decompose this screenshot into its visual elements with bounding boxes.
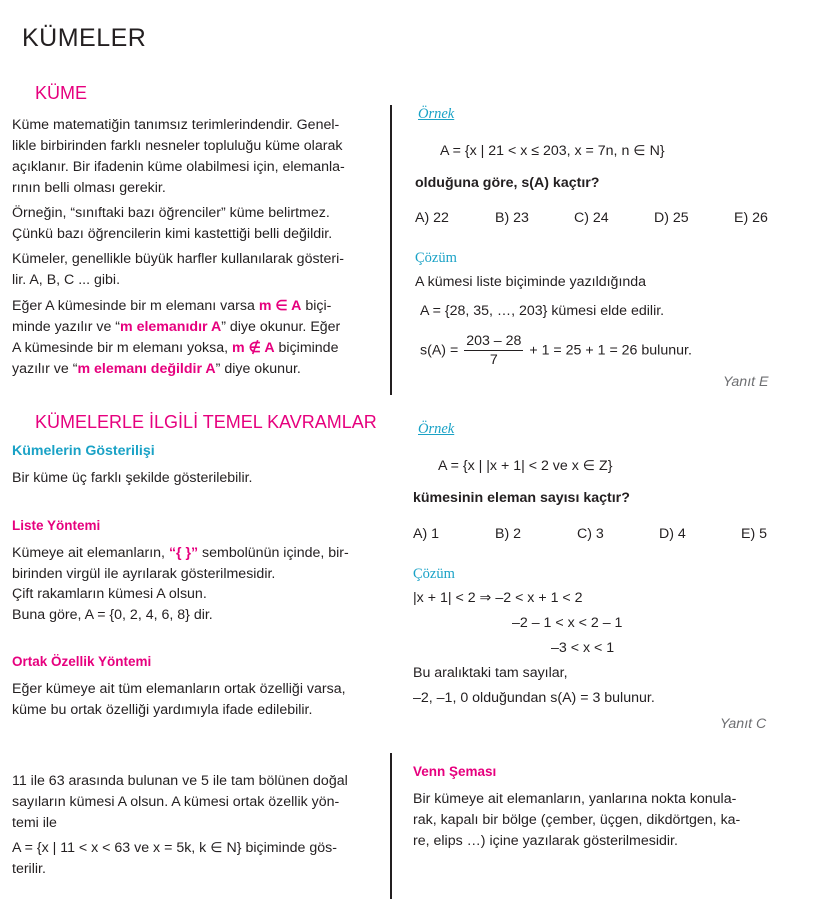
section-heading-kume: KÜME — [35, 83, 88, 103]
text-line: Kümeler, genellikle büyük harfler kullanılarak gösteri- — [12, 251, 344, 267]
element-of-symbol: m ∈ A — [258, 298, 302, 314]
text-line: Buna göre, A = {0, 2, 4, 6, 8} dir. — [12, 606, 213, 623]
text-line: Eğer A kümesinde bir m elemanı varsa m ∈ A biçi- — [12, 298, 332, 314]
answer-choices — [0, 208, 831, 228]
choice-c[interactable]: C) 3 — [577, 526, 604, 542]
text-line: re, elips …) içine yazılarak gösterilmesidir. — [413, 833, 678, 849]
choice-c[interactable]: C) 24 — [574, 210, 609, 226]
emphasis-text: m elemanıdır A — [120, 319, 222, 335]
fraction-denominator: 7 — [489, 352, 498, 368]
common-property-paragraph — [12, 679, 346, 721]
text-line: terilir. — [12, 861, 46, 877]
emphasis-text: m elemanı değildir A — [77, 361, 216, 377]
list-method-paragraph — [12, 543, 349, 625]
text-line: A kümesinde bir m elemanı yoksa, m ∉ A biçiminde — [12, 340, 339, 356]
answer-choices — [0, 524, 831, 544]
text-line: lir. A, B, C ... gibi. — [12, 272, 121, 288]
text-line: Eğer kümeye ait tüm elemanların ortak özelliği varsa, — [12, 681, 346, 697]
subheading-liste: Liste Yöntemi — [12, 518, 101, 533]
text-line: Kümeye ait elemanların, “{ }” sembolünün içinde, bir- — [12, 545, 349, 561]
solution-label: Çözüm — [415, 250, 457, 266]
subheading-venn: Venn Şeması — [413, 764, 497, 779]
example-set-definition: A = {x | |x + 1| < 2 ve x ∈ Z} — [438, 458, 613, 474]
text-line: Bir kümeye ait elemanların, yanlarına nokta konula- — [413, 791, 737, 807]
choice-d[interactable]: D) 4 — [659, 526, 686, 542]
text-line: Küme matematiğin tanımsız terimlerindendir. Genel- — [12, 117, 340, 133]
text-line: rak, kapalı bir bölge (çember, üçgen, dikdörtgen, ka- — [413, 812, 741, 828]
page-title: KÜMELER — [22, 24, 147, 52]
text-line: küme bu ortak özelliği yardımıyla ifade edilebilir. — [12, 702, 313, 718]
choice-e[interactable]: E) 5 — [741, 526, 768, 542]
answer-label: Yanıt C — [720, 716, 767, 732]
text-line: sayıların kümesi A olsun. A kümesi ortak özellik yön- — [12, 794, 340, 810]
venn-paragraph — [413, 789, 740, 852]
text-line: minde yazılır ve “m elemanıdır A” diye okunur. Eğer — [12, 319, 341, 335]
display-text: Bir küme üç farklı şekilde gösterilebilir. — [12, 470, 253, 486]
column-divider-top — [390, 105, 392, 395]
text-line: açıklanır. Bir ifadenin küme olabilmesi için, elemanla- — [12, 159, 345, 175]
text-line: likle birbirinden farklı nesneler topluluğu küme olarak — [12, 138, 343, 154]
fraction-numerator: 203 – 28 — [466, 333, 522, 349]
column-divider-bottom — [390, 753, 392, 899]
solution-line: –3 < x < 1 — [551, 640, 615, 656]
not-element-of-symbol: m ∉ A — [232, 340, 275, 356]
example-question: olduğuna göre, s(A) kaçtır? — [415, 175, 600, 191]
solution-line: Bu aralıktaki tam sayılar, — [413, 665, 568, 681]
solution-line: A = {28, 35, …, 203} kümesi elde edilir. — [420, 303, 665, 319]
text-line: A = {x | 11 < x < 63 ve x = 5k, k ∈ N} biçiminde gös- — [12, 840, 337, 856]
membership-paragraph — [12, 296, 340, 380]
text-line: Örneğin, “sınıftaki bazı öğrenciler” küme belirtmez. — [12, 205, 330, 221]
solution-label: Çözüm — [413, 566, 455, 582]
solution-line: –2, –1, 0 olduğundan s(A) = 3 bulunur. — [413, 690, 655, 706]
subheading-ortak-ozellik: Ortak Özellik Yöntemi — [12, 654, 152, 669]
text-line: Çünkü bazı öğrencilerin kimi kastettiği belli değildir. — [12, 226, 333, 242]
example-question: kümesinin eleman sayısı kaçtır? — [413, 490, 630, 506]
naming-paragraph — [12, 249, 344, 291]
text-line: 11 ile 63 arasında bulunan ve 5 ile tam bölünen doğal — [12, 773, 348, 789]
choice-a[interactable]: A) 22 — [415, 210, 449, 226]
solution-line: –2 – 1 < x < 2 – 1 — [512, 615, 623, 631]
example-label: Örnek — [418, 421, 455, 437]
solution-equation: s(A) = $\frac{203 - 28}{7}$ + 1 = 25 + 1 = 26 bulunur. — [420, 333, 692, 368]
section-heading-temel-kavramlar: KÜMELERLE İLGİLİ TEMEL KAVRAMLAR — [35, 412, 377, 432]
braces-symbol: “{ }” — [168, 545, 199, 561]
choice-b[interactable]: B) 2 — [495, 526, 522, 542]
fraction — [464, 332, 523, 369]
intro-paragraph — [12, 115, 345, 199]
choice-b[interactable]: B) 23 — [495, 210, 529, 226]
choice-a[interactable]: A) 1 — [413, 526, 440, 542]
text-line: temi ile — [12, 815, 57, 831]
solution-line: |x + 1| < 2 ⇒ –2 < x + 1 < 2 — [413, 590, 583, 606]
choice-d[interactable]: D) 25 — [654, 210, 689, 226]
text-line: Çift rakamların kümesi A olsun. — [12, 586, 207, 602]
text-line: rının belli olması gerekir. — [12, 180, 166, 196]
text-line: birinden virgül ile ayrılarak gösterilmesidir. — [12, 565, 276, 582]
solution-line: A kümesi liste biçiminde yazıldığında — [415, 274, 647, 290]
answer-label: Yanıt E — [723, 374, 769, 390]
choice-e[interactable]: E) 26 — [734, 210, 768, 226]
example-label: Örnek — [418, 106, 455, 122]
common-property-example — [12, 771, 348, 880]
text-line: yazılır ve “m elemanı değildir A” diye okunur. — [12, 361, 301, 377]
subheading-gosterilis: Kümelerin Gösterilişi — [12, 443, 155, 459]
example-set-definition: A = {x | 21 < x ≤ 203, x = 7n, n ∈ N} — [440, 143, 665, 159]
